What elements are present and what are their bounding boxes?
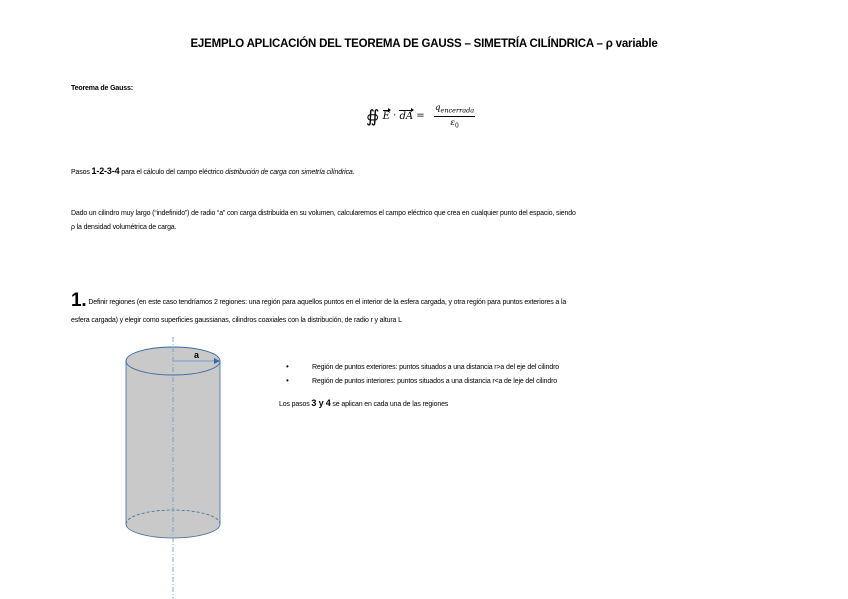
- vector-da: dA: [399, 110, 414, 122]
- charge-over-epsilon: [434, 103, 475, 129]
- pasos-line: Pasos 1-2-3-4 para el cálculo del campo eléctrico distribución de carga con simetría cilíndrica.: [71, 166, 355, 176]
- step1-line-1: 1. Definir regiones (en este caso tendríamos 2 regiones: una región para aquellos puntos en el interior de la esfera cargada, y otra región para puntos exteriores a la: [71, 290, 567, 311]
- intro-line-2: ρ la densidad volumétrica de carga.: [71, 224, 177, 231]
- radius-label: a: [194, 350, 200, 360]
- vector-e: E: [382, 110, 390, 122]
- surface-integral-symbol: ∯: [366, 106, 380, 127]
- enclosed-charge: $q_{encerrada}$: [435, 103, 475, 115]
- step1-number: 1.: [71, 290, 87, 311]
- cylinder-figure: [110, 337, 230, 599]
- region-exterior: • Región de puntos exteriores: puntos situados a una distancia r>a del eje del cilindro: [286, 362, 559, 371]
- gauss-formula: [366, 103, 475, 129]
- gauss-theorem-label: Teorema de Gauss:: [71, 85, 133, 92]
- dot-operator: ·: [389, 110, 400, 122]
- pasos34-numbers: 3 y 4: [311, 398, 331, 408]
- pasos-italic: distribución de carga con simetría cilíndrica: [225, 169, 353, 176]
- pasos-numbers: 1-2-3-4: [91, 166, 120, 176]
- intro-line-1: Dado un cilindro muy largo (“indefinido”) de radio “a” con carga distribuida en su volumen, calcularemos el campo eléctrico que crea en cualquier punto del espacio, siendo: [71, 210, 576, 217]
- step1-line-2: esfera cargada) y elegir como superficies gaussianas, cilindros coaxiales con la distribución, de radio r y altura L: [71, 317, 402, 324]
- pasos34-line: Los pasos 3 y 4 se aplican en cada una de las regiones: [279, 398, 449, 408]
- equals-sign: =: [413, 110, 428, 122]
- regions-list: [286, 360, 559, 388]
- epsilon-zero: $\varepsilon_0$: [450, 117, 459, 130]
- region-interior: • Región de puntos interiores: puntos situados a una distancia r<a de leje del cilindro: [286, 376, 558, 385]
- page-title: EJEMPLO APLICACIÓN DEL TEOREMA DE GAUSS – SIMETRÍA CILÍNDRICA – ρ variable: [190, 38, 658, 50]
